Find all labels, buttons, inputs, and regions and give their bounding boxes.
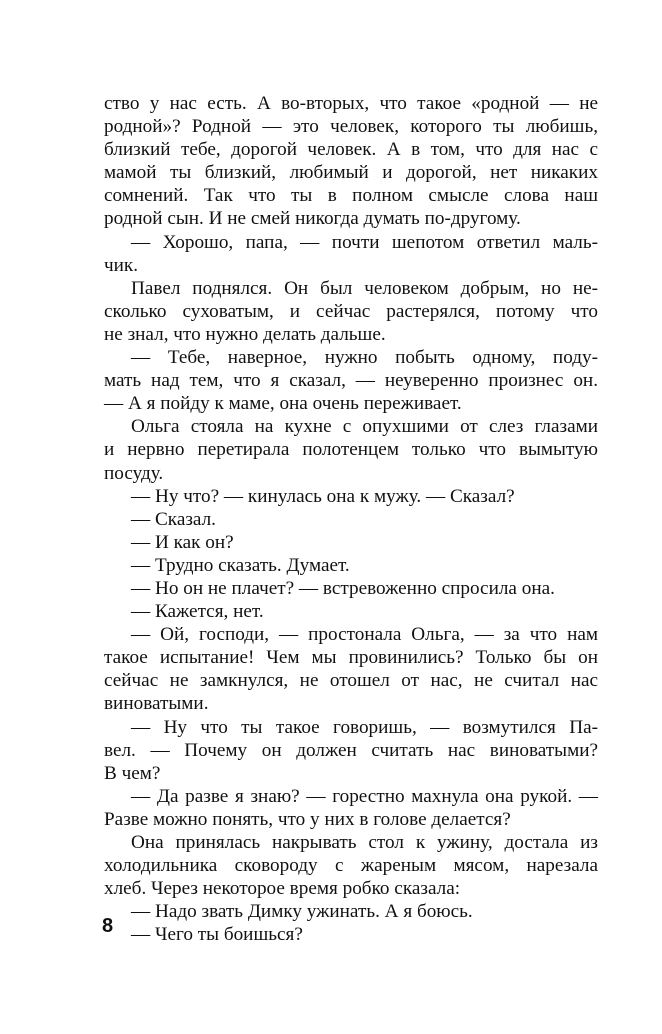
text-line: родной»? Родной — это человек, которого ты любишь, [104, 116, 598, 138]
text-line: — Ой, господи, — простонала Ольга, — за что нам [131, 624, 598, 646]
text-line: мать над тем, что я сказал, — неуверенно произнес он. [104, 370, 598, 392]
text-line: чик. [104, 254, 139, 276]
text-line: близкий тебе, дорогой человек. А в том, что для нас с [104, 139, 598, 161]
text-line: родной сын. И не смей никогда думать по-другому. [104, 208, 521, 230]
text-line: Разве можно понять, что у них в голове делается? [104, 808, 511, 830]
text-line: мамой ты близкий, любимый и дорогой, нет никаких [104, 162, 598, 184]
text-line: сомнений. Так что ты в полном смысле слова наш [104, 185, 598, 207]
text-line: посуду. [104, 462, 164, 484]
text-line: Она принялась накрывать стол к ужину, достала из [131, 832, 598, 853]
text-line: вел. — Почему он должен считать нас виноватыми? [104, 739, 598, 761]
text-line: не знал, что нужно делать дальше. [104, 323, 386, 345]
text-line: — Трудно сказать. Думает. [131, 554, 350, 576]
text-line: — Да разве я знаю? — горестно махнула она рукой. — [131, 785, 598, 807]
text-line: хлеб. Через некоторое время робко сказала: [104, 878, 461, 900]
text-line: Павел поднялся. Он был человеком добрым, но не- [131, 277, 598, 299]
text-line: холодильника сковороду с жареным мясом, нарезала [104, 855, 598, 877]
text-line: — А я пойду к маме, она очень переживает. [104, 393, 462, 415]
text-line: Ольга стояла на кухне с опухшими от слез глазами [131, 416, 598, 438]
text-line: — Ну что ты такое говоришь, — возмутился Па- [131, 716, 598, 738]
text-line: сколько суховатым, и сейчас растерялся, потому что [104, 300, 598, 322]
text-line: такое испытание! Чем мы провинились? Только бы он [104, 647, 598, 669]
text-line: — Хорошо, папа, — почти шепотом ответил маль- [131, 231, 598, 253]
text-line: — Чего ты боишься? [131, 924, 303, 946]
text-line: ство у нас есть. А во-вторых, что такое «родной — не [104, 93, 598, 114]
text-line: — Сказал. [131, 508, 216, 530]
text-line: — Но он не плачет? — встревоженно спросила она. [131, 577, 555, 599]
body-text [104, 92, 598, 946]
text-line: — Ну что? — кинулась она к мужу. — Сказал? [131, 485, 515, 507]
page-number: 8 [102, 915, 114, 937]
text-line: В чем? [104, 762, 161, 784]
text-line: — Тебе, наверное, нужно побыть одному, поду- [131, 347, 598, 369]
text-line: — Надо звать Димку ужинать. А я боюсь. [131, 901, 473, 923]
text-line: сейчас не замкнулся, не отошел от нас, не считал нас [104, 670, 598, 692]
text-line: виноватыми. [104, 693, 209, 715]
text-line: и нервно перетирала полотенцем только что вымытую [104, 439, 598, 461]
text-line: — И как он? [131, 531, 234, 553]
text-line: — Кажется, нет. [131, 601, 264, 623]
